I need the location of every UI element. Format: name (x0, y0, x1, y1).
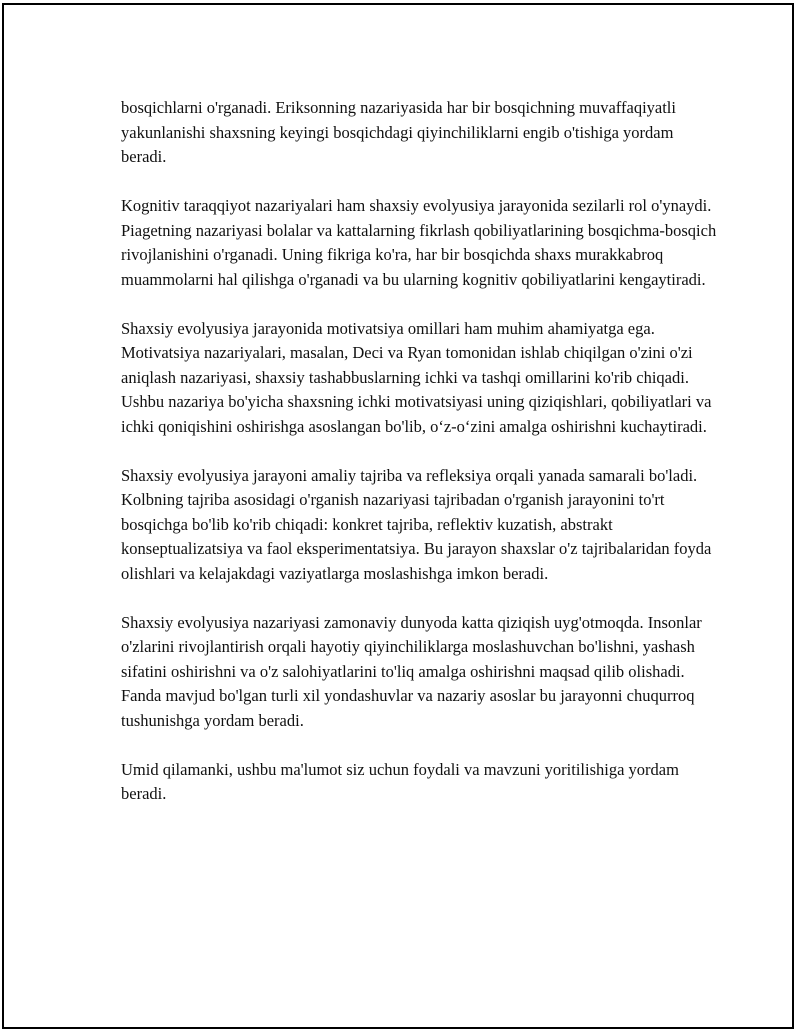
paragraph-erikson-continuation: bosqichlarni o'rganadi. Eriksonning nazariyasida har bir bosqichning muvaffaqiyatli yakunlanishi shaxsning keyingi bosqichdagi qiyinchiliklarni engib o'tishiga yordam beradi. (121, 98, 676, 166)
document-body (121, 96, 721, 831)
paragraph-experiential-learning: Shaxsiy evolyusiya jarayoni amaliy tajriba va refleksiya orqali yanada samarali bo'ladi. Kolbning tajriba asosidagi o'rganish nazariyasi tajribadan o'rganish jarayonini to'rt bosqichga bo'lib ko'rib chiqadi: konkret tajriba, reflektiv kuzatish, abstrakt konseptualizatsiya va faol eksperimentatsiya. Bu jarayon shaxslar o'z tajribalaridan foyda olishlari va kelajakdagi vaziyatlarga moslashishga imkon beradi. (121, 465, 712, 583)
paragraph-modern-relevance: Shaxsiy evolyusiya nazariyasi zamonaviy dunyoda katta qiziqish uyg'otmoqda. Insonlar o'zlarini rivojlantirish orqali hayotiy qiyinchiliklarga moslashuvchan bo'lishni, yashash sifatini oshirishni va o'z salohiyatlarini to'liq amalga oshirishni maqsad qilib olishadi. Fanda mavjud bo'lgan turli xil yondashuvlar va nazariy asoslar bu jarayonni chuqurroq tushunishga yordam beradi. (121, 612, 702, 730)
paragraph-cognitive-development: Kognitiv taraqqiyot nazariyalari ham shaxsiy evolyusiya jarayonida sezilarli rol o'ynaydi. Piagetning nazariyasi bolalar va kattalarning fikrlash qobiliyatlarining bosqichma-bosqich rivojlanishini o'rganadi. Uning fikriga ko'ra, har bir bosqichda shaxs murakkabroq muammolarni hal qilishga o'rganadi va bu ularning kognitiv qobiliyatlarini kengaytiradi. (121, 196, 717, 289)
document-page (2, 3, 794, 1029)
paragraph-closing: Umid qilamanki, ushbu ma'lumot siz uchun foydali va mavzuni yoritilishiga yordam beradi. (121, 759, 679, 803)
paragraph-motivation: Shaxsiy evolyusiya jarayonida motivatsiya omillari ham muhim ahamiyatga ega. Motivatsiya nazariyalari, masalan, Deci va Ryan tomonidan ishlab chiqilgan o'zini o'zi aniqlash nazariyasi, shaxsiy tashabbuslarning ichki va tashqi omillarini ko'rib chiqadi. Ushbu nazariya bo'yicha shaxsning ichki motivatsiyasi uning qiziqishlari, qobiliyatlari va ichki qoniqishini oshirishga asoslangan bo'lib, o‘z-o‘zini amalga oshirishni kuchaytiradi. (121, 318, 712, 436)
